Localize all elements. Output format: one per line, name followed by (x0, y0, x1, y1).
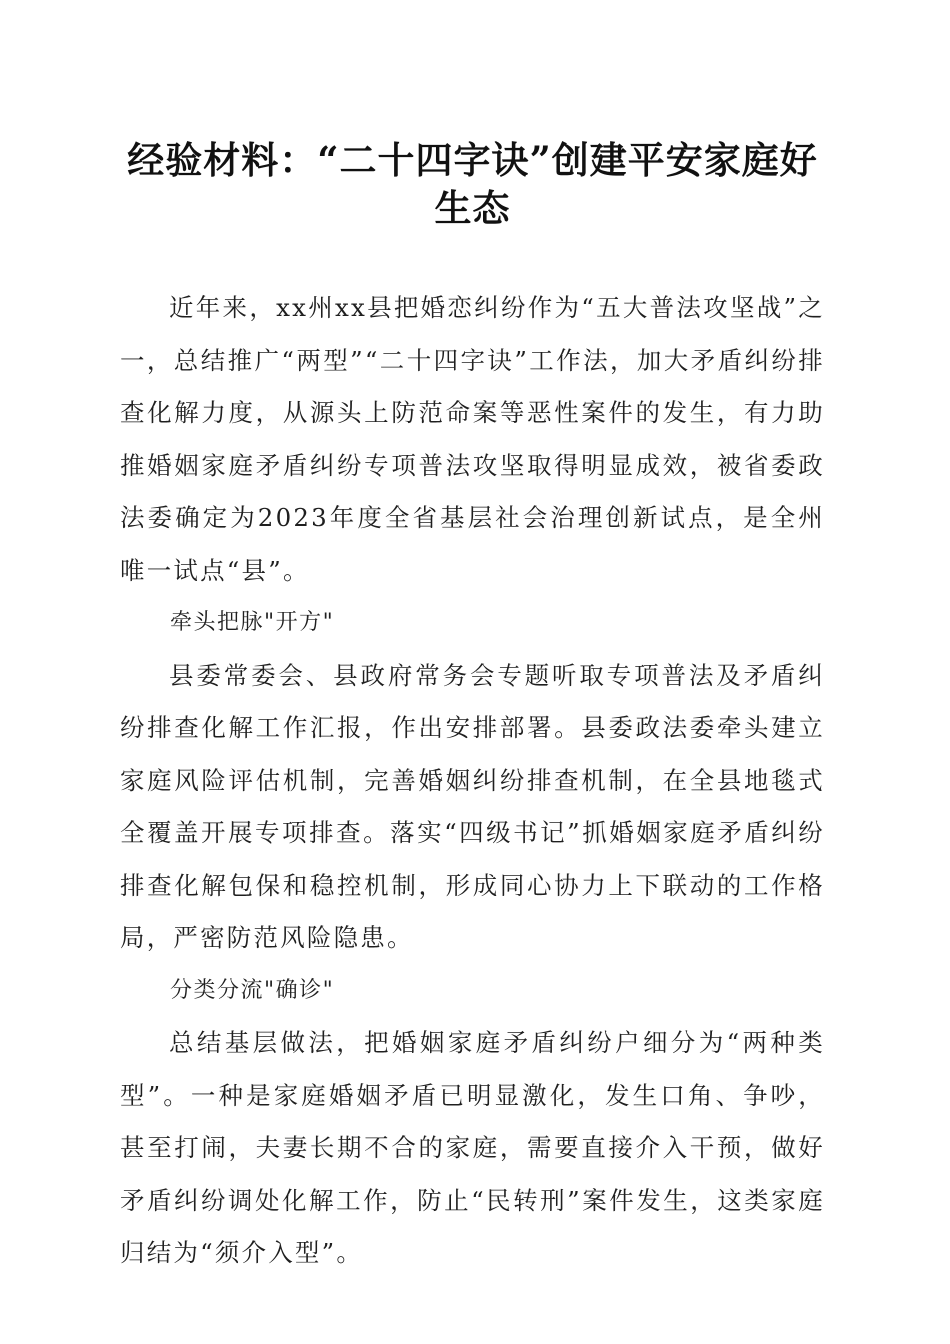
document-body (120, 282, 825, 1280)
subheading-classify: 分类分流"确诊" (170, 977, 335, 1003)
document-title: 经验材料：“二十四字诀”创建平安家庭好生态 (127, 138, 818, 230)
paragraph-intro: 近年来，xx州xx县把婚恋纠纷作为“五大普法攻坚战”之一，总结推广“两型”“二十四字诀”工作法，加大矛盾纠纷排查化解力度，从源头上防范命案等恶性案件的发生，有力助推婚姻家庭矛盾纠纷专项普法攻坚取得明显成效，被省委政法委确定为2023年度全省基层社会治理创新试点，是全州唯一试点“县”。 (120, 293, 825, 585)
subheading-lead: 牵头把脉"开方" (170, 610, 335, 635)
paragraph-classify: 总结基层做法，把婚姻家庭矛盾纠纷户细分为“两种类型”。一种是家庭婚姻矛盾已明显激化，发生口角、争吵，甚至打闹，夫妻长期不合的家庭，需要直接介入干预，做好矛盾纠纷调处化解工作，防止“民转刑”案件发生，这类家庭归结为“须介入型”。 (120, 1028, 825, 1267)
paragraph-lead: 县委常委会、县政府常务会专题听取专项普法及矛盾纠纷排查化解工作汇报，作出安排部署。县委政法委牵头建立家庭风险评估机制，完善婚姻纠纷排查机制，在全县地毯式全覆盖开展专项排查。落实“四级书记”抓婚姻家庭矛盾纠纷排查化解包保和稳控机制，形成同心协力上下联动的工作格局，严密防范风险隐患。 (120, 660, 825, 952)
